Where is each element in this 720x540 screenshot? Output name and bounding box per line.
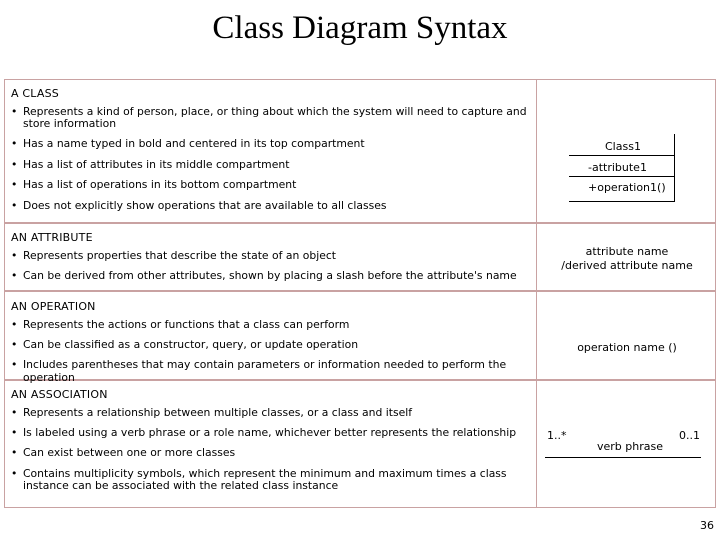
bullet-item: • Represents properties that describe the state of an object bbox=[11, 250, 535, 262]
bullet-item: • Represents a kind of person, place, or thing about which the system will need to capture and store information bbox=[11, 106, 535, 131]
left-multiplicity: 1..* bbox=[547, 429, 567, 442]
right-multiplicity: 0..1 bbox=[679, 429, 700, 442]
attribute-section bbox=[11, 232, 535, 290]
bullet-item: • Can be classified as a constructor, query, or update operation bbox=[11, 339, 535, 351]
bullet-item: • Has a list of operations in its bottom compartment bbox=[11, 179, 535, 191]
row-divider bbox=[5, 222, 715, 224]
operation-notation bbox=[537, 341, 717, 354]
class-section bbox=[11, 88, 535, 220]
attribute-notation bbox=[537, 245, 717, 274]
section-heading: A CLASS bbox=[11, 87, 59, 100]
association-label: verb phrase bbox=[597, 440, 663, 453]
class-operation: +operation1() bbox=[588, 181, 666, 194]
operation-name-text: operation name () bbox=[577, 341, 677, 354]
bullet-item: • Is labeled using a verb phrase or a role name, whichever better represents the relationship bbox=[11, 427, 535, 439]
association-notation bbox=[537, 425, 717, 465]
class-notation bbox=[537, 80, 717, 222]
page-number: 36 bbox=[700, 519, 714, 532]
bullet-item: • Has a name typed in bold and centered in its top compartment bbox=[11, 138, 535, 150]
section-heading: AN ASSOCIATION bbox=[11, 388, 108, 401]
class-attribute: -attribute1 bbox=[588, 161, 647, 174]
bullet-item: • Can exist between one or more classes bbox=[11, 447, 535, 459]
bullet-item: • Represents a relationship between multiple classes, or a class and itself bbox=[11, 407, 535, 419]
bullet-item: • Includes parentheses that may contain parameters or information needed to perform the operation bbox=[11, 359, 535, 384]
syntax-table bbox=[4, 79, 716, 508]
attribute-name-text: attribute name bbox=[585, 245, 669, 258]
section-heading: AN ATTRIBUTE bbox=[11, 231, 93, 244]
association-section bbox=[11, 389, 535, 501]
bullet-item: • Represents the actions or functions that a class can perform bbox=[11, 319, 535, 331]
bullet-item: • Has a list of attributes in its middle compartment bbox=[11, 159, 535, 171]
bullet-item: • Contains multiplicity symbols, which represent the minimum and maximum times a class instance can be associated with the related class instance bbox=[11, 468, 535, 493]
operation-section bbox=[11, 301, 535, 392]
class-symbol bbox=[569, 134, 675, 202]
association-line bbox=[545, 457, 701, 458]
bullet-item: • Can be derived from other attributes, shown by placing a slash before the attribute's name bbox=[11, 270, 535, 282]
derived-attribute-text: /derived attribute name bbox=[561, 259, 693, 273]
section-heading: AN OPERATION bbox=[11, 300, 96, 313]
slide-title: Class Diagram Syntax bbox=[212, 10, 508, 46]
class-name: Class1 bbox=[605, 140, 641, 153]
bullet-item: • Does not explicitly show operations that are available to all classes bbox=[11, 200, 535, 212]
